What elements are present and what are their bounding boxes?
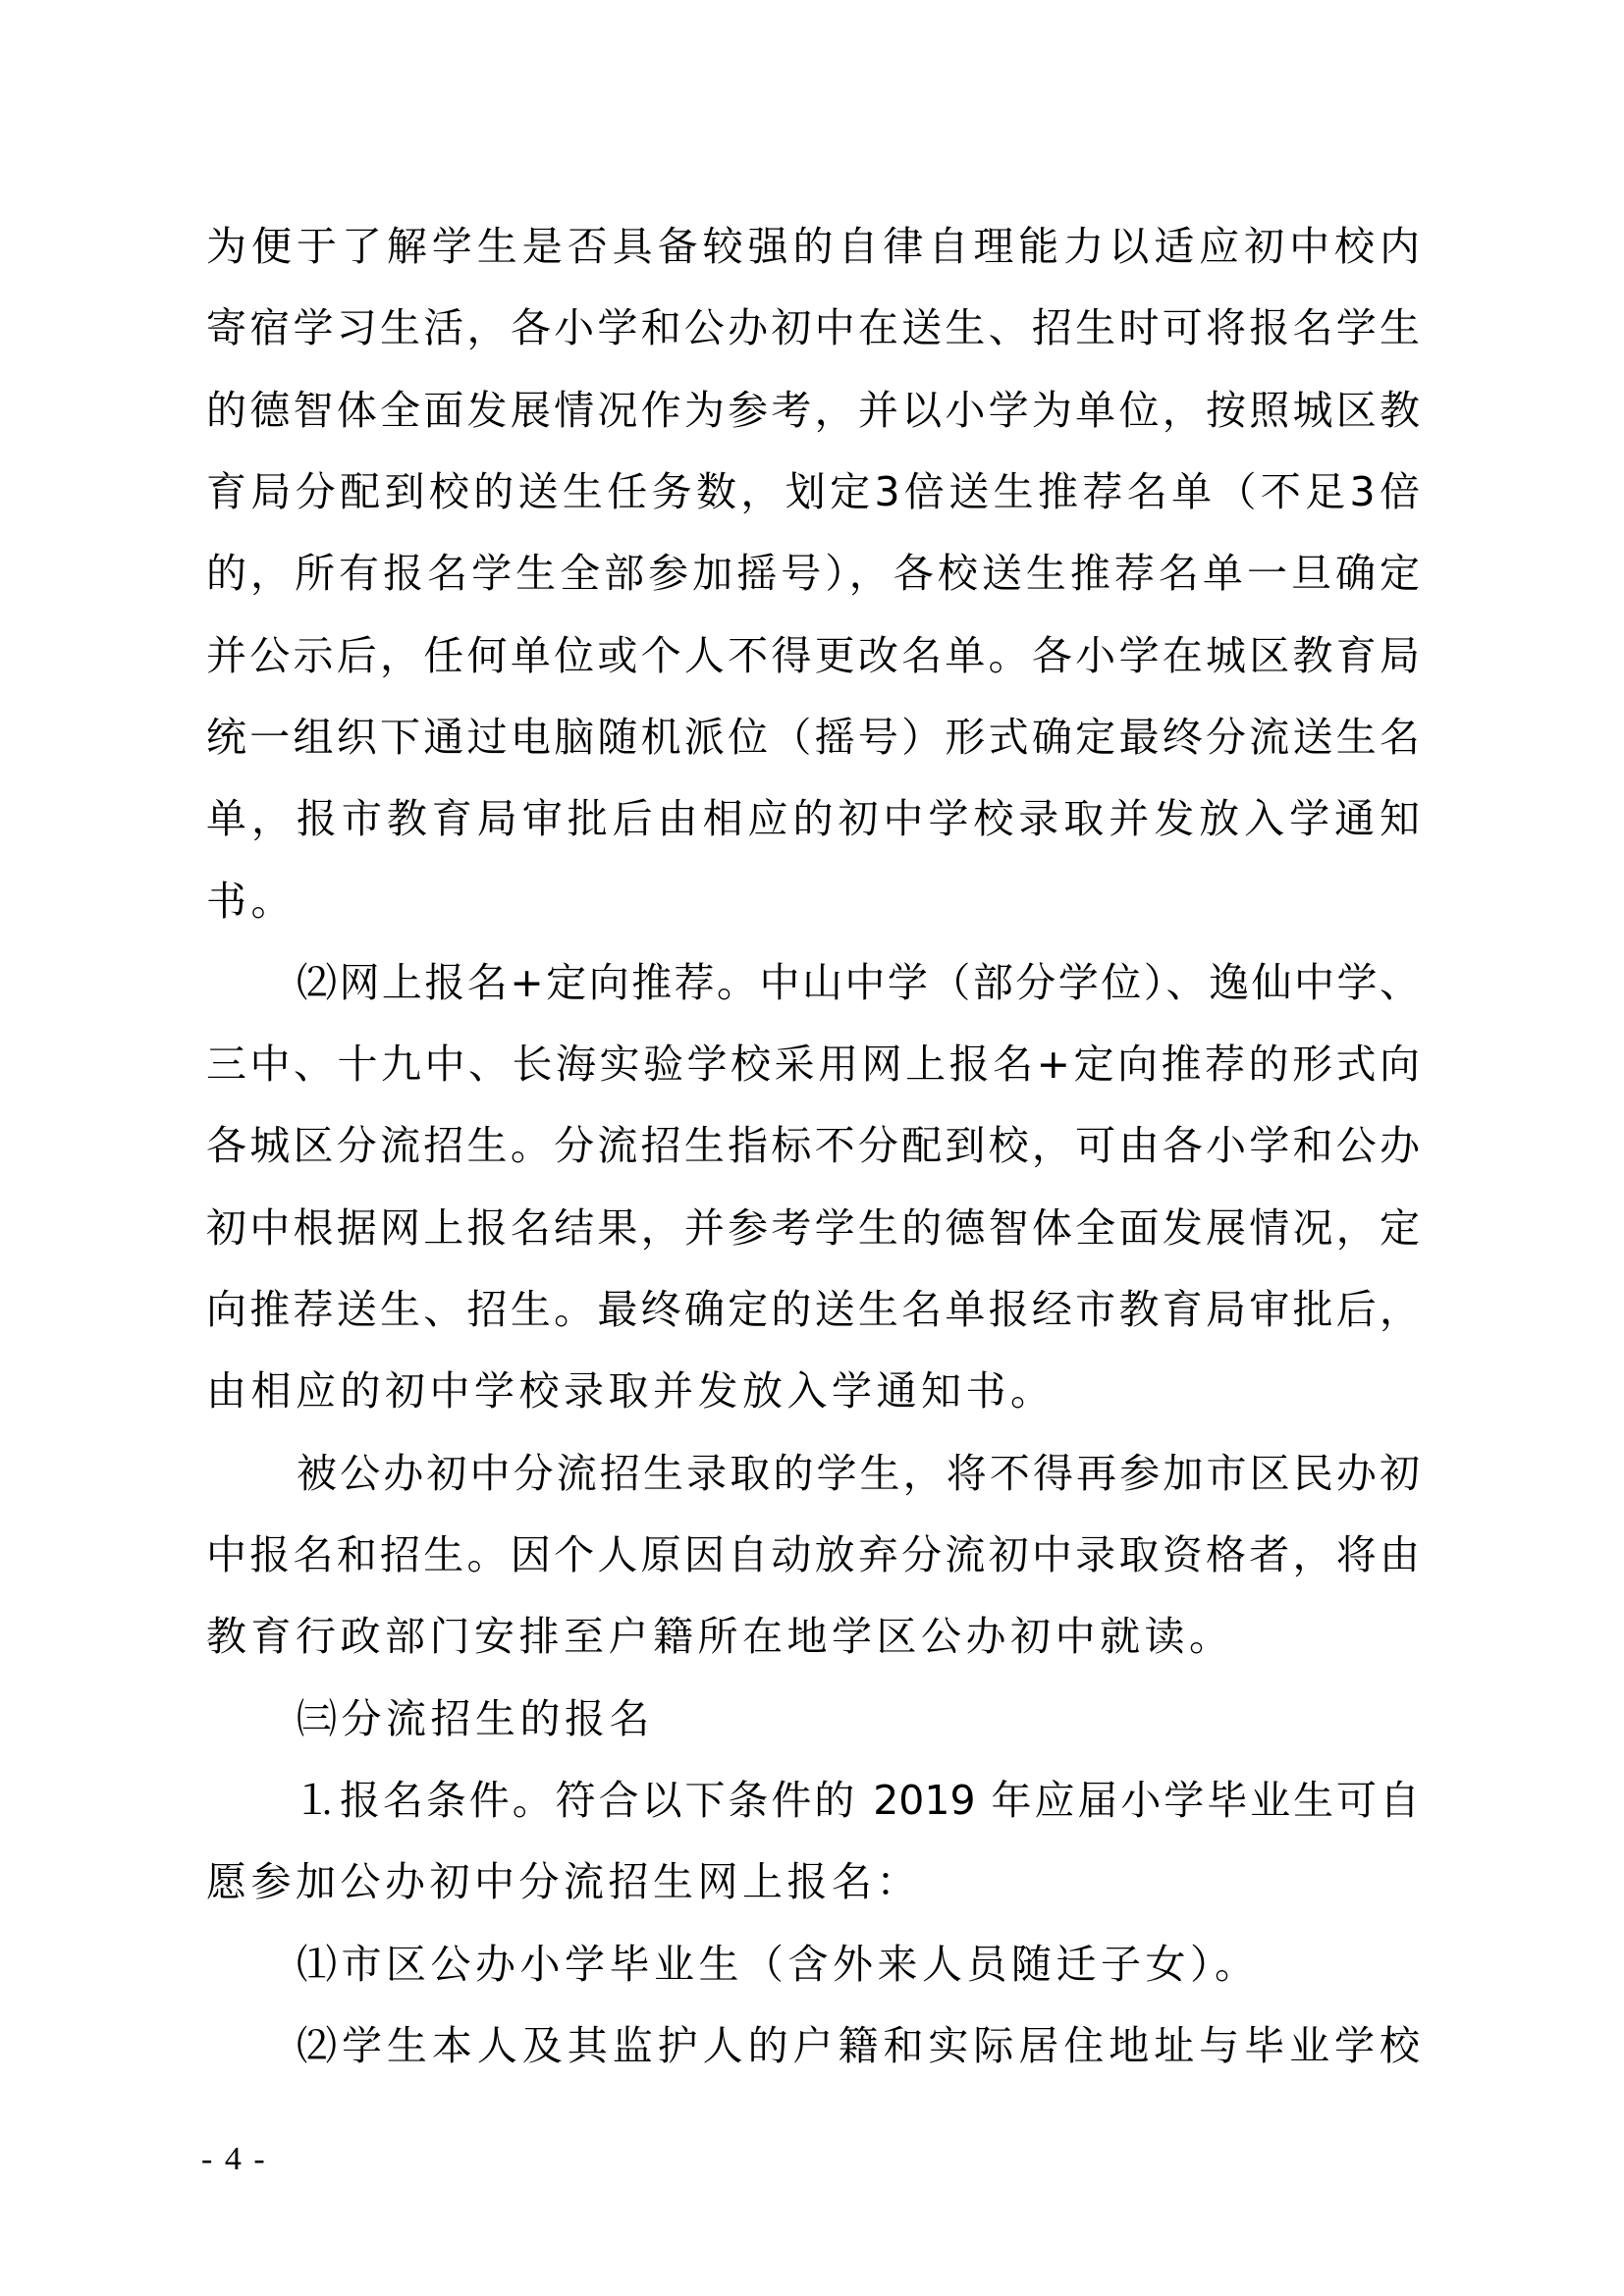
body-line-paragraph-end: 教育行政部门安排至户籍所在地学区公办初中就读。 [206,1613,1234,1660]
paragraph-registration-conditions-start: ⒈报名条件。符合以下条件的 2019 年应届小学毕业生可自 [297,1777,1420,1824]
condition-item-1: ⑴市区公办小学毕业生（含外来人员随迁子女）。 [297,1941,1260,1988]
body-line: 各城区分流招生。分流招生指标不分配到校，可由各小学和公办 [206,1122,1420,1169]
body-line-paragraph-end: 愿参加公办初中分流招生网上报名： [206,1858,921,1905]
body-line: 中报名和招生。因个人原因自动放弃分流初中录取资格者，将由 [206,1531,1420,1578]
body-line: 三中、十九中、长海实验学校采用网上报名+定向推荐的形式向 [206,1041,1420,1088]
body-line-paragraph-end: 书。 [206,878,296,925]
paragraph-online-registration-start: ⑵网上报名+定向推荐。中山中学（部分学位）、逸仙中学、 [297,959,1420,1006]
body-line: 并公示后，任何单位或个人不得更改名单。各小学在城区教育局 [206,632,1420,679]
body-line: 单，报市教育局审批后由相应的初中学校录取并发放入学通知 [206,795,1420,842]
body-line: 的，所有报名学生全部参加摇号），各校送生推荐名单一旦确定 [206,550,1420,597]
body-line: 寄宿学习生活，各小学和公办初中在送生、招生时可将报名学生 [206,304,1420,351]
body-line: 育局分配到校的送生任务数，划定3倍送生推荐名单（不足3倍 [206,468,1420,515]
body-line-paragraph-end: 由相应的初中学校录取并发放入学通知书。 [206,1367,1056,1415]
body-line: 统一组织下通过电脑随机派位（摇号）形式确定最终分流送生名 [206,714,1420,761]
body-line: 初中根据网上报名结果，并参考学生的德智体全面发展情况，定 [206,1204,1420,1252]
section-heading-registration: ㈢分流招生的报名 [297,1695,654,1742]
page-number: - 4 - [201,2141,267,2177]
paragraph-admission-note-start: 被公办初中分流招生录取的学生，将不得再参加市区民办初 [297,1450,1420,1497]
body-line: 向推荐送生、招生。最终确定的送生名单报经市教育局审批后， [206,1286,1420,1333]
condition-item-2: ⑵学生本人及其监护人的户籍和实际居住地址与毕业学校 [297,2022,1420,2069]
body-line: 为便于了解学生是否具备较强的自律自理能力以适应初中校内 [206,223,1420,270]
body-line: 的德智体全面发展情况作为参考，并以小学为单位，按照城区教 [206,387,1420,434]
